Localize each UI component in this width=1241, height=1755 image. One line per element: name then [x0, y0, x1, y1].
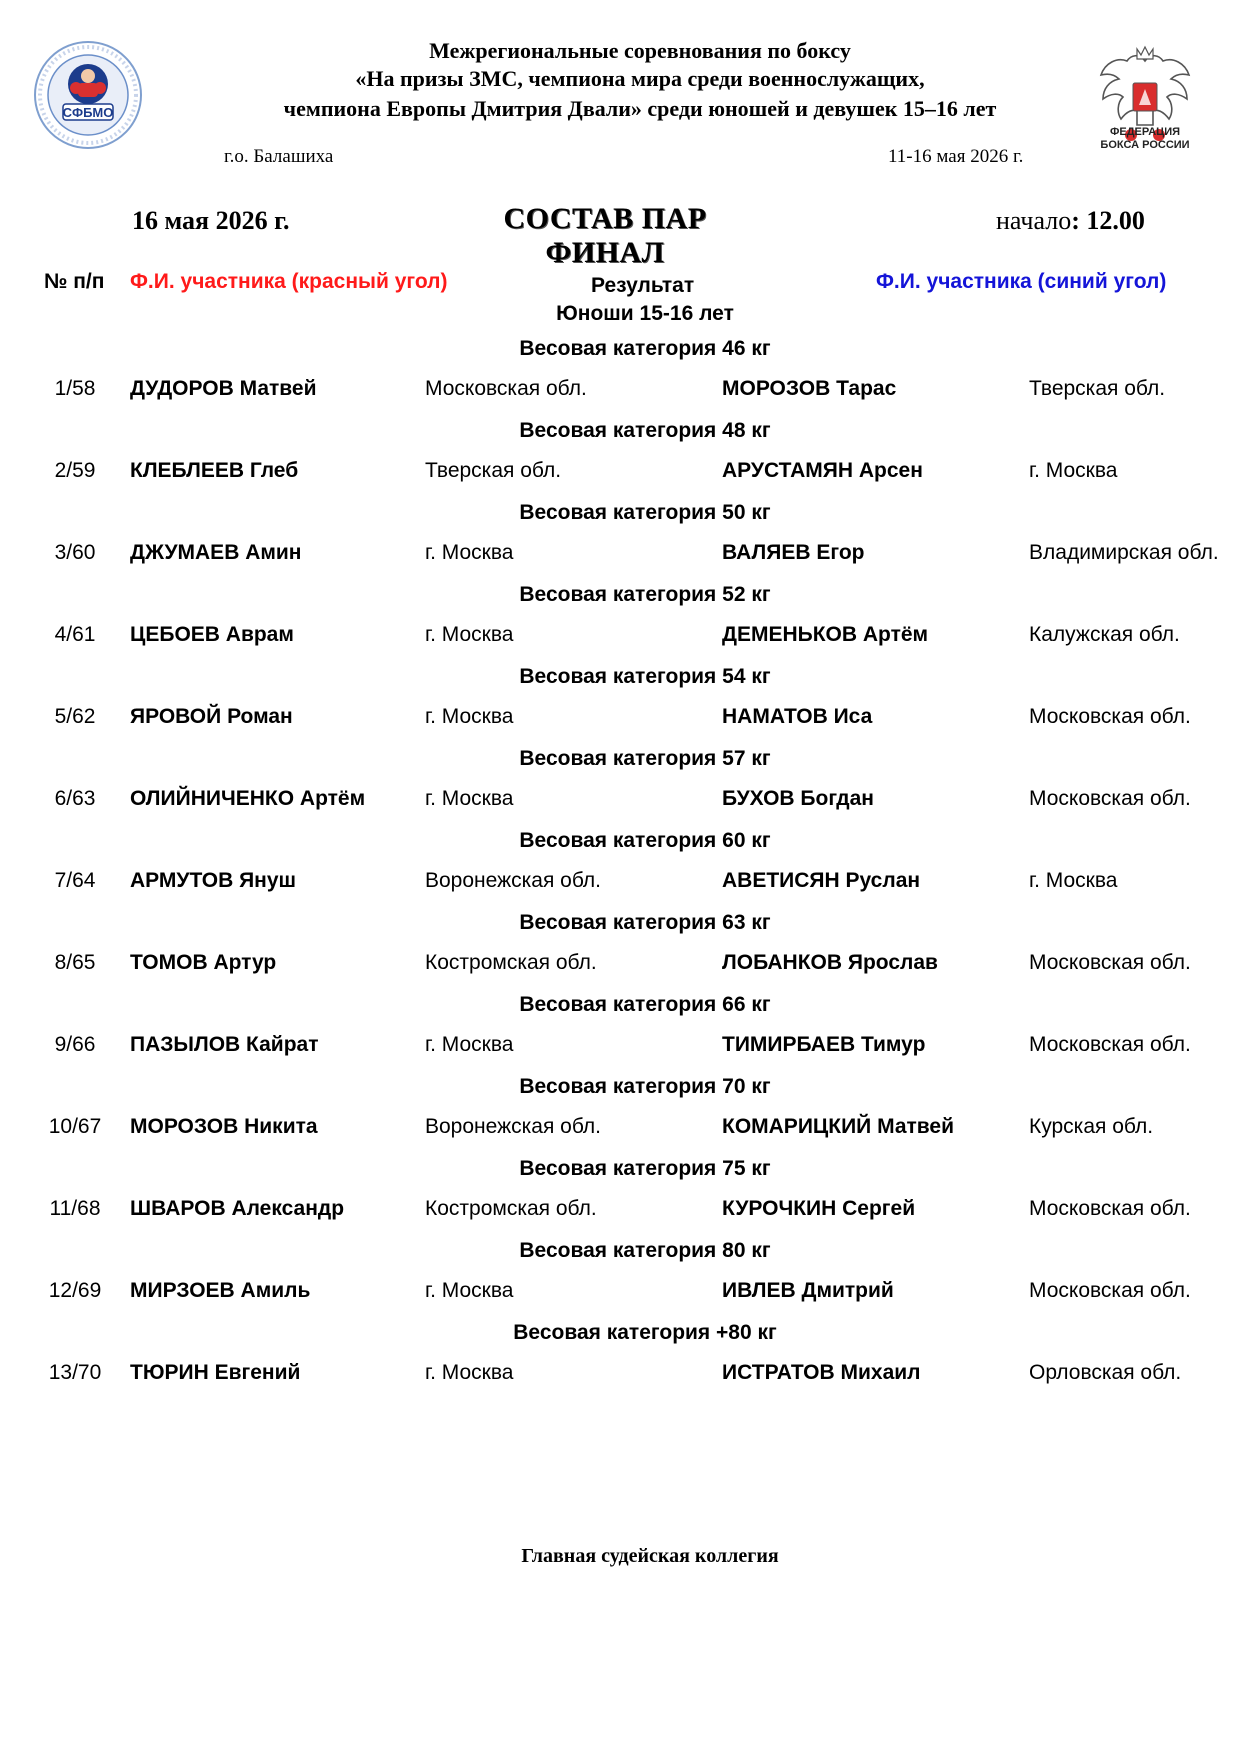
bout-number: 8/65 — [54, 951, 96, 974]
blue-corner-region: Тверская обл. — [1029, 377, 1166, 400]
blue-corner-name: ЛОБАНКОВ Ярослав — [722, 951, 938, 974]
weight-category-title: Весовая категория +80 кг — [513, 1321, 777, 1344]
blue-corner-name: ИСТРАТОВ Михаил — [722, 1361, 921, 1384]
bout-number: 3/60 — [54, 541, 96, 564]
blue-corner-region: Московская обл. — [1029, 705, 1191, 728]
blue-corner-region: Калужская обл. — [1029, 623, 1180, 646]
weight-category-title: Весовая категория 60 кг — [519, 829, 771, 852]
sfbmo-logo-text: СФБМО — [62, 105, 114, 120]
red-corner-region: г. Москва — [425, 787, 514, 810]
red-corner-region: г. Москва — [425, 1033, 514, 1056]
red-corner-region: г. Москва — [425, 705, 514, 728]
event-title-line-3: чемпиона Европы Дмитрия Двали» среди юношей и девушек 15–16 лет — [283, 96, 997, 121]
red-corner-name: ЦЕБОЕВ Аврам — [130, 623, 294, 646]
event-place: г.о. Балашиха — [224, 146, 334, 167]
red-corner-name: ТОМОВ Артур — [130, 951, 277, 974]
red-corner-name: АРМУТОВ Януш — [130, 869, 297, 892]
session-date: 16 мая 2026 г. — [132, 206, 290, 235]
blue-corner-region: Орловская обл. — [1029, 1361, 1182, 1384]
age-group-title: Юноши 15-16 лет — [556, 302, 734, 325]
red-corner-name: КЛЕБЛЕЕВ Глеб — [130, 459, 299, 482]
blue-corner-region: Московская обл. — [1029, 1197, 1191, 1220]
chief-judges-footer: Главная судейская коллегия — [521, 1545, 779, 1567]
column-red-corner: Ф.И. участника (красный угол) — [130, 270, 448, 293]
red-corner-name: ДЖУМАЕВ Амин — [130, 541, 302, 564]
red-corner-name: ПАЗЫЛОВ Кайрат — [130, 1033, 319, 1056]
red-corner-region: г. Москва — [425, 623, 514, 646]
red-corner-name: ОЛИЙНИЧЕНКО Артём — [130, 787, 366, 810]
red-corner-region: г. Москва — [425, 1361, 514, 1384]
blue-corner-name: КУРОЧКИН Сергей — [722, 1197, 916, 1220]
blue-corner-region: Московская обл. — [1029, 1033, 1191, 1056]
red-corner-region: Тверская обл. — [425, 459, 562, 482]
weight-category-title: Весовая категория 46 кг — [519, 337, 771, 360]
red-corner-region: г. Москва — [425, 541, 514, 564]
blue-corner-region: Московская обл. — [1029, 1279, 1191, 1302]
blue-corner-name: АВЕТИСЯН Руслан — [722, 869, 921, 892]
blue-corner-region: г. Москва — [1029, 869, 1118, 892]
bout-number: 1/58 — [54, 377, 96, 400]
federation-logo-line: ФЕДЕРАЦИЯ — [1109, 126, 1181, 138]
red-corner-name: ТЮРИН Евгений — [130, 1361, 301, 1384]
federation-logo-line: БОКСА РОССИИ — [1100, 139, 1190, 151]
red-corner-name: МОРОЗОВ Никита — [130, 1115, 318, 1138]
start-time — [996, 206, 1145, 236]
red-corner-name: ЯРОВОЙ Роман — [130, 705, 293, 728]
event-title-line-2: «На призы ЗМС, чемпиона мира среди военнослужащих, — [355, 66, 925, 91]
column-number: № п/п — [44, 270, 105, 293]
bout-number: 2/59 — [54, 459, 96, 482]
weight-category-title: Весовая категория 75 кг — [519, 1157, 771, 1180]
start-label: начало — [996, 206, 1072, 235]
bout-number: 11/68 — [49, 1197, 101, 1220]
red-corner-name: МИРЗОЕВ Амиль — [130, 1279, 311, 1302]
bout-number: 5/62 — [54, 705, 96, 728]
bout-number: 6/63 — [54, 787, 96, 810]
column-result: Результат — [591, 274, 695, 297]
weight-category-title: Весовая категория 63 кг — [519, 911, 771, 934]
red-corner-region: г. Москва — [425, 1279, 514, 1302]
weight-category-title: Весовая категория 80 кг — [519, 1239, 771, 1262]
sfbmo-logo-icon — [33, 40, 143, 150]
weight-category-title: Весовая категория 54 кг — [519, 665, 771, 688]
red-corner-region: Костромская обл. — [425, 1197, 597, 1220]
blue-corner-region: г. Москва — [1029, 459, 1118, 482]
bout-number: 13/70 — [48, 1361, 102, 1384]
red-corner-name: ДУДОРОВ Матвей — [130, 377, 317, 400]
weight-category-title: Весовая категория 52 кг — [519, 583, 771, 606]
bout-number: 9/66 — [54, 1033, 96, 1056]
weight-category-title: Весовая категория 57 кг — [519, 747, 771, 770]
start-value: : 12.00 — [1071, 206, 1145, 235]
red-corner-region: Московская обл. — [425, 377, 587, 400]
blue-corner-name: ВАЛЯЕВ Егор — [722, 541, 865, 564]
heading-pairs: СОСТАВ ПАР — [503, 202, 707, 235]
blue-corner-name: МОРОЗОВ Тарас — [722, 377, 897, 400]
bout-number: 4/61 — [54, 623, 96, 646]
bout-number: 10/67 — [48, 1115, 102, 1138]
blue-corner-region: Курская обл. — [1029, 1115, 1154, 1138]
weight-category-title: Весовая категория 50 кг — [519, 501, 771, 524]
blue-corner-region: Владимирская обл. — [1029, 541, 1219, 564]
weight-category-title: Весовая категория 70 кг — [519, 1075, 771, 1098]
red-corner-region: Воронежская обл. — [425, 869, 602, 892]
blue-corner-region: Московская обл. — [1029, 951, 1191, 974]
federation-logo-text — [1092, 126, 1198, 152]
blue-corner-name: БУХОВ Богдан — [722, 787, 874, 810]
red-corner-region: Воронежская обл. — [425, 1115, 602, 1138]
blue-corner-name: АРУСТАМЯН Арсен — [722, 459, 923, 482]
heading-final: ФИНАЛ — [545, 236, 665, 269]
blue-corner-region: Московская обл. — [1029, 787, 1191, 810]
blue-corner-name: НАМАТОВ Иса — [722, 705, 873, 728]
blue-corner-name: ТИМИРБАЕВ Тимур — [722, 1033, 926, 1056]
blue-corner-name: КОМАРИЦКИЙ Матвей — [722, 1115, 955, 1138]
red-corner-name: ШВАРОВ Александр — [130, 1197, 345, 1220]
bout-number: 12/69 — [48, 1279, 102, 1302]
blue-corner-name: ДЕМЕНЬКОВ Артём — [722, 623, 929, 646]
weight-category-title: Весовая категория 66 кг — [519, 993, 771, 1016]
event-title-line-1: Межрегиональные соревнования по боксу — [429, 38, 851, 63]
red-corner-region: Костромская обл. — [425, 951, 597, 974]
weight-category-title: Весовая категория 48 кг — [519, 419, 771, 442]
blue-corner-name: ИВЛЕВ Дмитрий — [722, 1279, 894, 1302]
bout-number: 7/64 — [54, 869, 96, 892]
column-blue-corner: Ф.И. участника (синий угол) — [876, 270, 1167, 293]
event-dates: 11-16 мая 2026 г. — [888, 146, 1024, 167]
